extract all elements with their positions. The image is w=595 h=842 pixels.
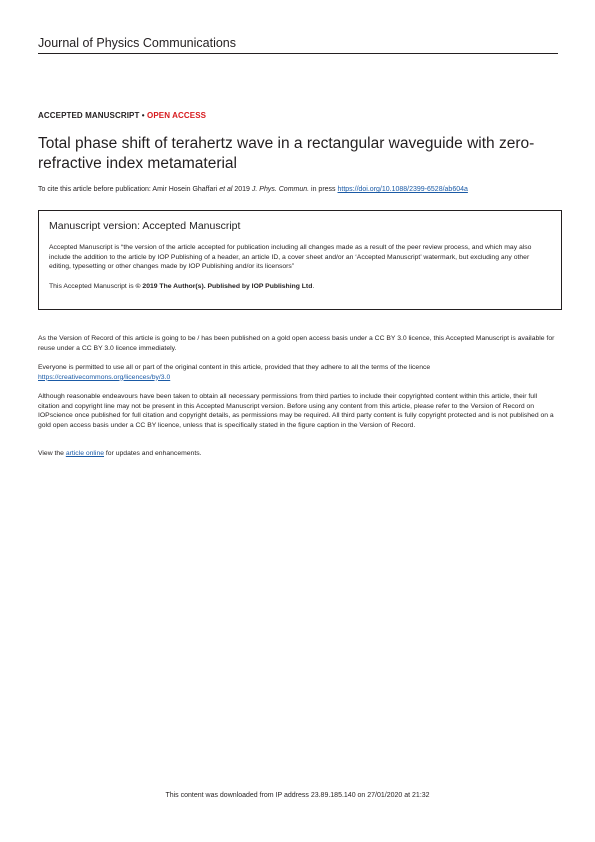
citation-year: 2019 <box>232 186 252 193</box>
permissions-paragraph: Although reasonable endeavours have been taken to obtain all necessary permissions from third parties to include their copyrighted content within this article, their full citation and copyright line may not be present in this Accepted Manuscript version. Before using any content from this article, please refer to the Version of Record on IOPscience once published for full citation and copyright details, as permissions may be required. All third party content is fully copyright protected and is not published on a gold open access basis under a CC BY licence, unless that is specifically stated in the figure caption in the Version of Record. <box>38 393 554 429</box>
manuscript-version-title: Manuscript version: Accepted Manuscript <box>49 220 241 232</box>
journal-name: Journal of Physics Communications <box>38 36 558 54</box>
article-title: Total phase shift of terahertz wave in a rectangular waveguide with zero-refractive index metamaterial <box>38 135 535 172</box>
copyright-statement <box>49 282 549 292</box>
manuscript-version-box <box>38 210 562 310</box>
accepted-manuscript-definition: Accepted Manuscript is “the version of the article accepted for publication including all changes made as a result of the peer review process, and which may also include the addition to the article by IOP Publishing of a header, an article ID, a cover sheet and/or an ‘Accepted Manuscript’ watermark, but excluding any other editing, typesetting or other changes made by IOP Publishing and/or its licensors” <box>49 244 532 270</box>
download-note: This content was downloaded from IP address 23.89.185.140 on 27/01/2020 at 21:32 <box>165 792 430 799</box>
citation-etal: et al <box>219 186 233 193</box>
doi-link[interactable]: https://doi.org/10.1088/2399-6528/ab604a <box>337 186 468 193</box>
licence-link[interactable]: https://creativecommons.org/licences/by/3.0 <box>38 373 171 381</box>
citation-prefix: To cite this article before publication: Amir Hosein Ghaffari <box>38 186 218 193</box>
permitted-paragraph <box>38 363 558 382</box>
citation-in-press: in press <box>309 186 338 193</box>
view-prefix: View the <box>38 450 66 457</box>
open-access-label: OPEN ACCESS <box>147 111 207 120</box>
citation-line <box>38 185 563 194</box>
copyright-suffix: . <box>312 283 315 290</box>
view-suffix: for updates and enhancements. <box>104 450 202 457</box>
view-online-paragraph <box>38 449 558 459</box>
status-separator: • <box>141 111 145 120</box>
licence-paragraph: As the Version of Record of this article is going to be / has been published on a gold open access basis under a CC BY 3.0 licence, this Accepted Manuscript is available for reuse under a CC BY 3.0 licence immediately. <box>38 335 555 352</box>
article-online-link[interactable]: article online <box>65 450 105 457</box>
permitted-text: Everyone is permitted to use all or part of the original content in this article, provided that they adhere to all the terms of the licence <box>38 364 431 371</box>
manuscript-status <box>38 111 206 120</box>
accepted-manuscript-label: ACCEPTED MANUSCRIPT <box>38 111 140 120</box>
citation-journal: J. Phys. Commun. <box>251 186 310 193</box>
copyright-prefix: This Accepted Manuscript is <box>49 283 136 290</box>
copyright-holder: © 2019 The Author(s). Published by IOP Publishing Ltd <box>135 283 313 290</box>
